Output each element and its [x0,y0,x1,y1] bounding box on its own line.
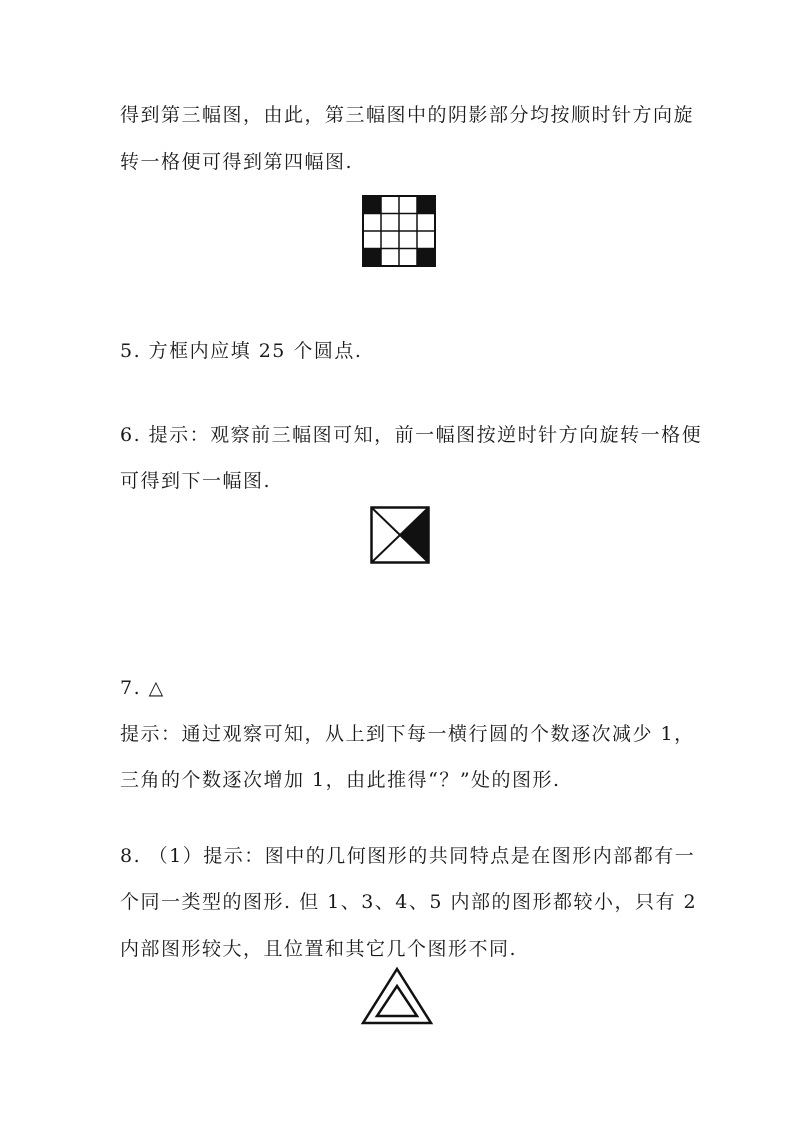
text-line: 得到第三幅图，由此，第三幅图中的阴影部分均按顺时针方向旋 [120,104,695,126]
text-line: 转一格便可得到第四幅图. [120,151,354,173]
answer-5-text: 5. 方框内应填 25 个圆点. [120,340,363,362]
answer-8-text: 内部图形较大，且位置和其它几个图形不同. [120,938,518,960]
figure-nested-triangles [360,966,434,1026]
answer-6-text: 可得到下一幅图. [120,470,272,492]
figure-square-diagonals [370,506,430,564]
answer-7-hint: 三角的个数逐次增加 1，由此推得“？”处的图形. [120,769,561,791]
answer-8-text: 8. （1）提示：图中的几何图形的共同特点是在图形内部都有一 [120,845,696,867]
answer-7-text: 7. △ [120,677,165,699]
answer-8-text: 个同一类型的图形. 但 1、3、4、5 内部的图形都较小，只有 2 [120,891,698,913]
figure-grid-shaded-corners [362,195,436,267]
answer-7-hint: 提示：通过观察可知，从上到下每一横行圆的个数逐次减少 1， [120,723,695,745]
answer-6-text: 6. 提示：观察前三幅图可知，前一幅图按逆时针方向旋转一格便 [120,424,703,446]
